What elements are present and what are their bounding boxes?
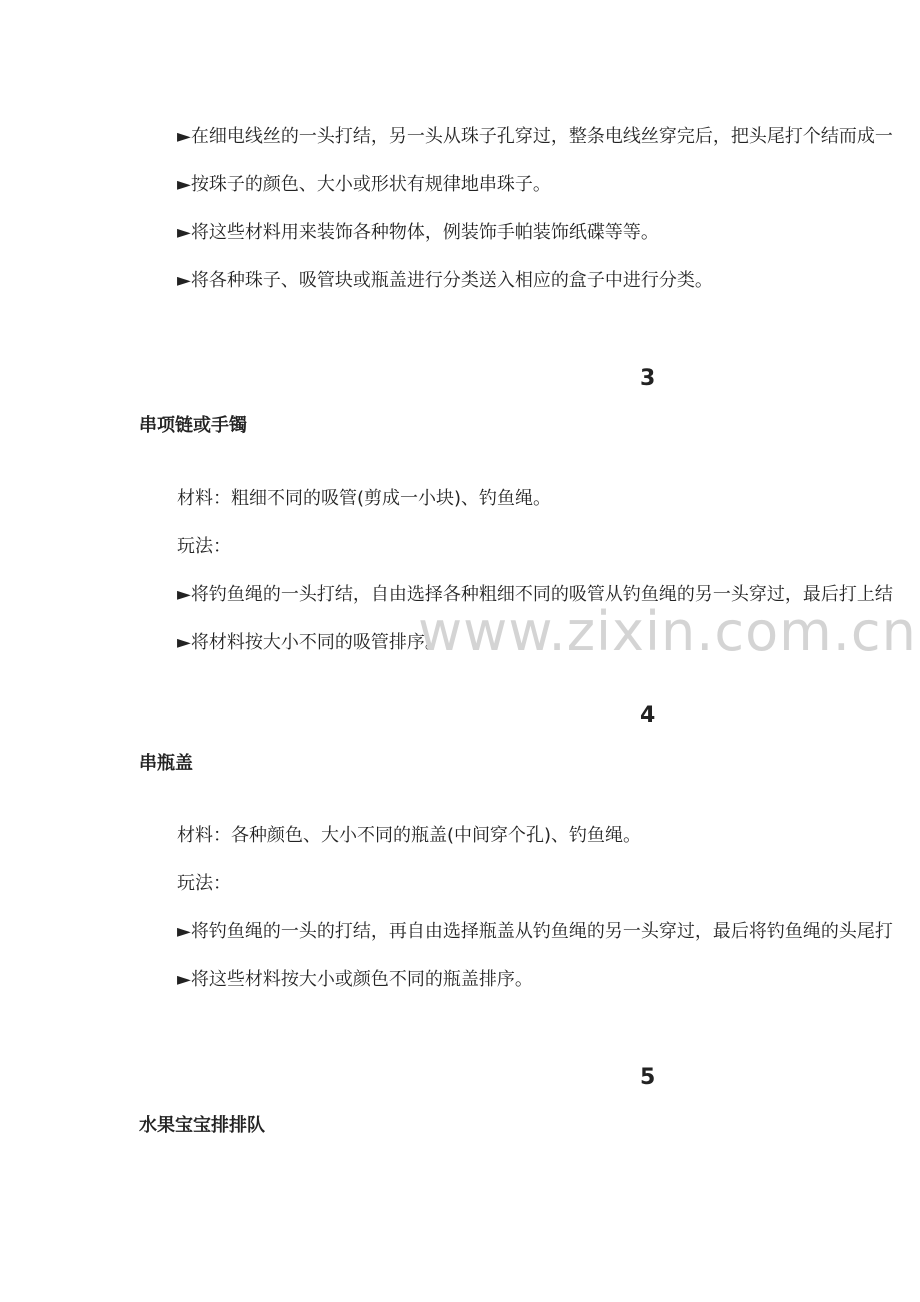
section-title: 串项链或手镯 (139, 415, 247, 436)
list-item: ►将各种珠子、吸管块或瓶盖进行分类送入相应的盒子中进行分类。 (177, 270, 713, 291)
list-item: ►将钓鱼绳的一头打结，自由选择各种粗细不同的吸管从钓鱼绳的另一头穿过，最后打上结 (177, 584, 893, 605)
watermark: www.zixin.com.cn (418, 600, 917, 663)
list-item: ►将这些材料用来装饰各种物体，例装饰手帕装饰纸碟等等。 (177, 222, 659, 243)
list-item: ►在细电线丝的一头打结，另一头从珠子孔穿过，整条电线丝穿完后，把头尾打个结而成一 (177, 126, 893, 147)
howto-label: 玩法： (177, 873, 231, 894)
materials-text: 材料：粗细不同的吸管(剪成一小块)、钓鱼绳。 (177, 488, 552, 509)
section-number: 5 (640, 1065, 656, 1090)
list-item: ►按珠子的颜色、大小或形状有规律地串珠子。 (177, 174, 551, 195)
list-item: ►将这些材料按大小或颜色不同的瓶盖排序。 (177, 969, 533, 990)
howto-label: 玩法： (177, 536, 231, 557)
section-number: 3 (640, 366, 656, 391)
list-item: ►将钓鱼绳的一头的打结，再自由选择瓶盖从钓鱼绳的另一头穿过，最后将钓鱼绳的头尾打 (177, 921, 893, 942)
section-title: 水果宝宝排排队 (139, 1115, 265, 1136)
materials-text: 材料：各种颜色、大小不同的瓶盖(中间穿个孔)、钓鱼绳。 (177, 825, 642, 846)
list-item: ►将材料按大小不同的吸管排序。 (177, 632, 443, 653)
section-number: 4 (640, 703, 656, 728)
section-title: 串瓶盖 (139, 753, 193, 774)
